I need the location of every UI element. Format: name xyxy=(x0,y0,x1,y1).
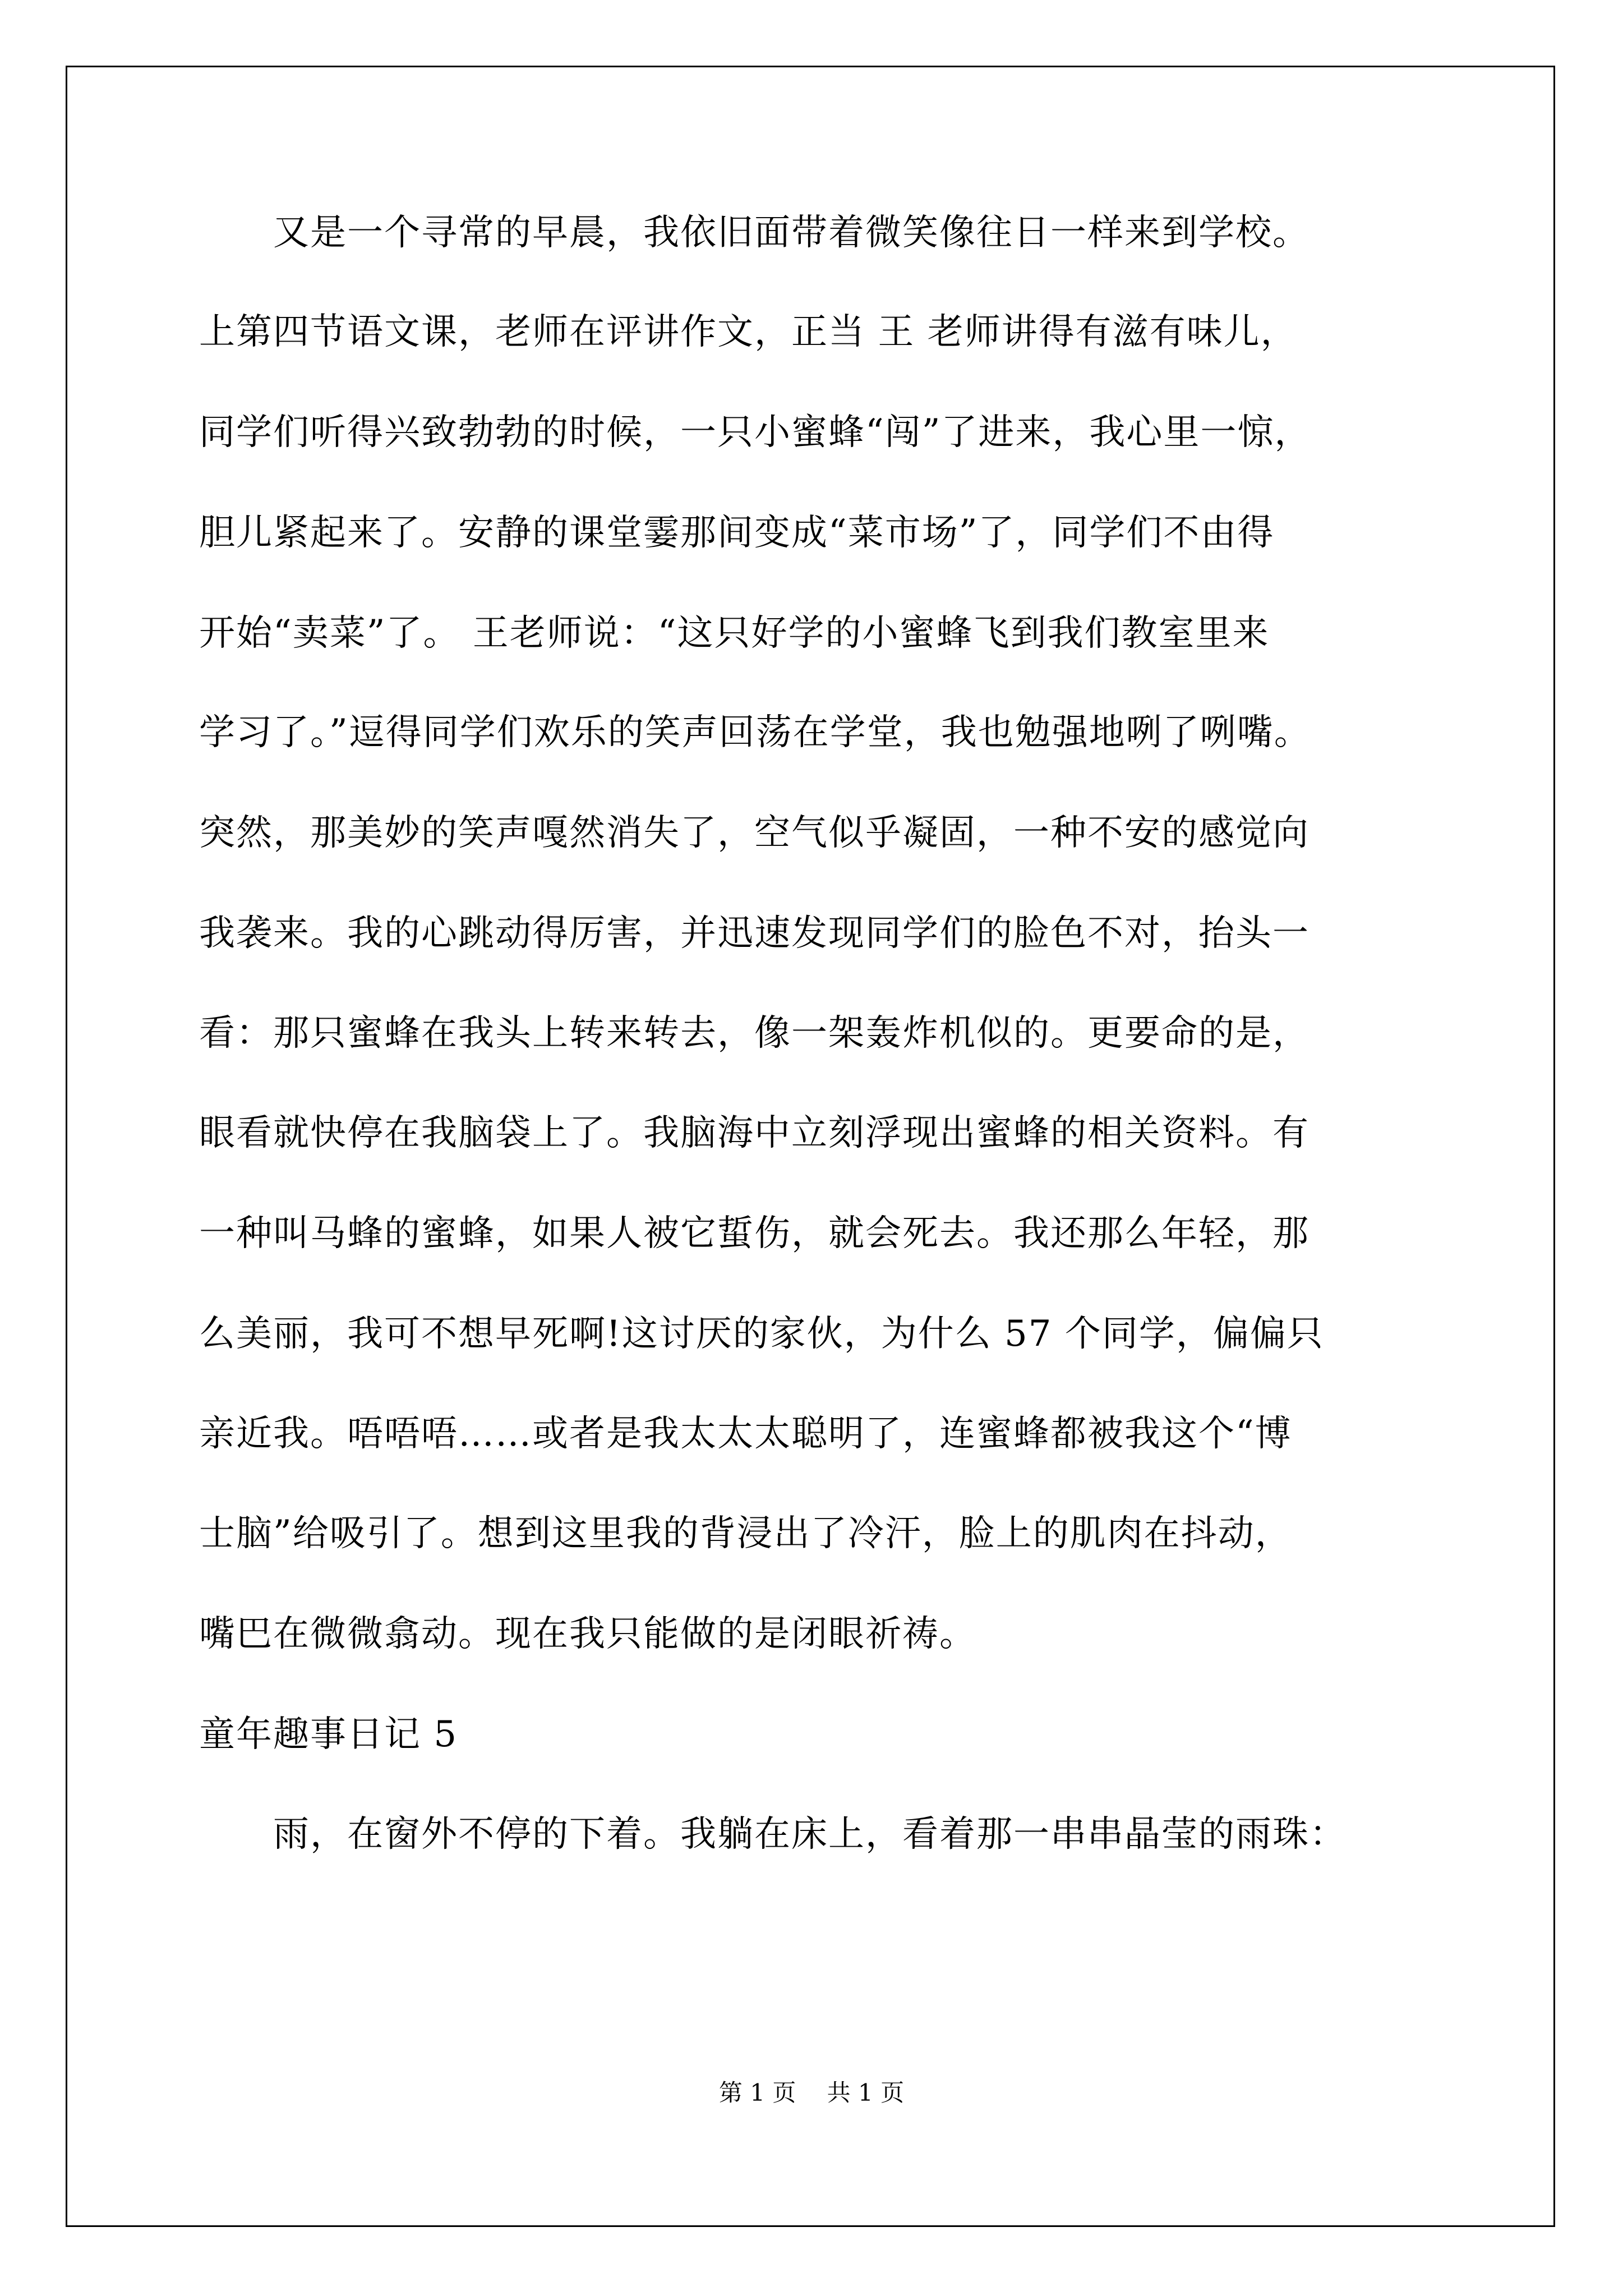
text-line-11: 一种叫马蜂的蜜蜂，如果人被它蜇伤，就会死去。我还那么年轻，那 xyxy=(199,1213,1310,1254)
text-line-13: 亲近我。唔唔唔……或者是我太太太聪明了，连蜜蜂都被我这个“博 xyxy=(199,1413,1292,1455)
text-line-10: 眼看就快停在我脑袋上了。我脑海中立刻浮现出蜜蜂的相关资料。有 xyxy=(199,1112,1310,1154)
text-line-17: 雨，在窗外不停的下着。我躺在床上，看着那一串串晶莹的雨珠： xyxy=(199,1814,1347,1855)
text-line-7: 突然，那美妙的笑声嘎然消失了，空气似乎凝固，一种不安的感觉向 xyxy=(199,812,1310,854)
text-line-3: 同学们听得兴致勃勃的时候，一只小蜜蜂“闯”了进来，我心里一惊， xyxy=(199,412,1312,453)
text-line-6: 学习了。”逗得同学们欢乐的笑声回荡在学堂，我也勉强地咧了咧嘴。 xyxy=(199,712,1311,753)
text-line-4: 胆儿紧起来了。安静的课堂霎那间变成“菜市场”了，同学们不由得 xyxy=(199,512,1275,554)
text-line-5: 开始“卖菜”了。 王老师说：“这只好学的小蜜蜂飞到我们教室里来 xyxy=(199,613,1270,654)
text-line-15: 嘴巴在微微翕动。现在我只能做的是闭眼祈祷。 xyxy=(199,1613,976,1655)
text-line-2: 上第四节语文课，老师在评讲作文，正当 王 老师讲得有滋有味儿， xyxy=(199,311,1298,353)
text-line-14: 士脑”给吸引了。想到这里我的背浸出了冷汗，脸上的肌肉在抖动， xyxy=(199,1513,1292,1554)
text-line-9: 看：那只蜜蜂在我头上转来转去，像一架轰炸机似的。更要命的是， xyxy=(199,1013,1310,1054)
text-line-8: 我袭来。我的心跳动得厉害，并迅速发现同学们的脸色不对，抬头一 xyxy=(199,913,1310,954)
text-line-12: 么美丽，我可不想早死啊!这讨厌的家伙，为什么 57 个同学，偏偏只 xyxy=(199,1313,1324,1355)
text-line-1: 又是一个寻常的早晨，我依旧面带着微笑像往日一样来到学校。 xyxy=(199,212,1310,254)
section-heading: 童年趣事日记 5 xyxy=(199,1714,458,1755)
page-number-footer: 第 1 页 共 1 页 xyxy=(718,2079,905,2106)
